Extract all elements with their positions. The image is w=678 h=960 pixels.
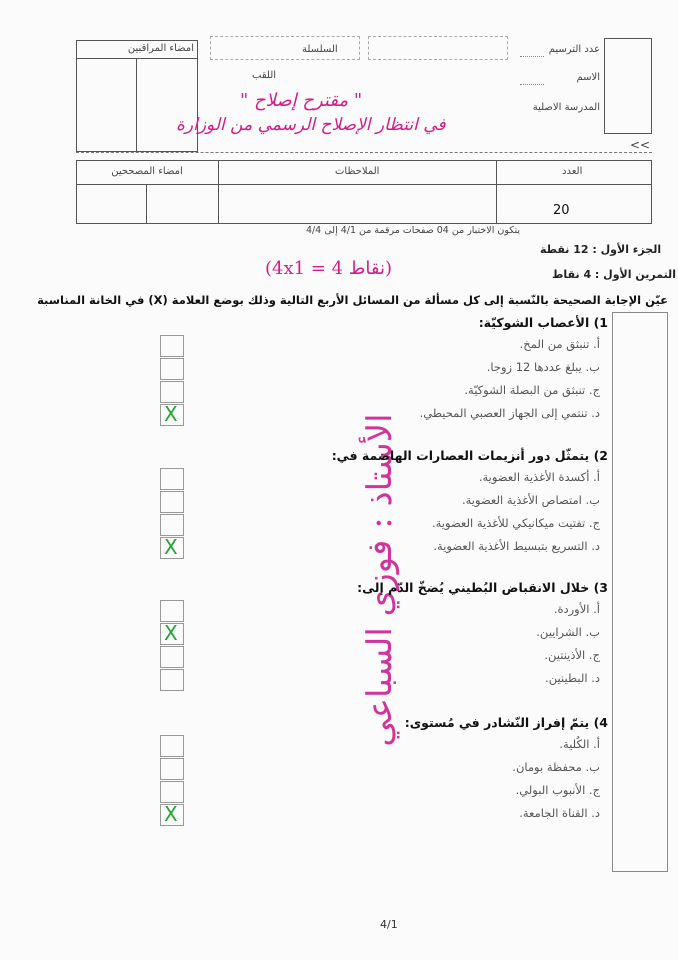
question-title: 2) يتمثّل دور أنزيمات العصارات الهاضمة في: [331,448,608,463]
answer-checkbox[interactable] [160,646,184,668]
question-option: د. تنتمي إلى الجهاز العصبي المحيطي. [419,406,600,420]
answer-checkbox[interactable] [160,381,184,403]
series-label: السلسلة [302,44,338,55]
answer-checkbox[interactable] [160,600,184,622]
pages-note: يتكون الاختبار من 04 صفحات مرقمة من 4/1 إلى 4/4 [305,225,520,236]
question-option: أ. تنبثق من المخ. [519,337,600,351]
question-title: 1) الأعصاب الشوكيّة: [478,315,608,330]
answer-checkbox[interactable] [160,758,184,780]
question-option: أ. الكُلية. [559,737,600,751]
margin-box [612,312,668,872]
answer-checkbox[interactable] [160,358,184,380]
question-title: 4) يتمّ إفراز النّشادر في مُستوى: [404,715,608,730]
question-option: د. البطينين. [545,671,600,685]
question-option: د. القناة الجامعة. [519,806,600,820]
id-box [604,38,652,134]
answer-checkbox[interactable] [160,514,184,536]
question-title: 3) خلال الانقباض البُطيني يُضخّ الدّم إلى: [357,580,608,595]
answer-checkbox[interactable] [160,335,184,357]
total-score: 20 [553,203,570,218]
handwritten-score: (4x1 = 4 نقاط) [265,258,393,279]
answer-mark: X [164,535,178,559]
instructions: عيّن الإجابة الصحيحة بالنّسبة إلى كل مسألة من المسائل الأربع التالية وذلك بوضع العلامة (X) في الخانة المناسبة [37,293,668,307]
answer-mark: X [164,802,178,826]
inspectors-box [76,40,198,152]
question-option: ب. يبلغ عددها 12 زوجا. [486,360,600,374]
surname-label: اللقب [252,70,277,81]
answer-checkbox[interactable] [160,669,184,691]
name-label: الاسم [576,72,600,83]
page-number: 4/1 [380,918,398,931]
question-option: ج. الأنبوب البولي. [515,783,600,797]
exam-number-label: عدد الترسيم [548,44,600,55]
question-option: ج. تنبثق من البصلة الشوكيّة. [464,383,600,397]
cut-mark: << [630,138,651,152]
correction-note-line1: " مقترح إصلاح " [240,90,363,111]
school-label: المدرسة الاصلية [532,102,600,113]
correction-note-line2: في انتظار الإصلاح الرسمي من الوزارة [176,115,446,135]
answer-mark: X [164,621,178,645]
question-option: ب. محفظة بومان. [512,760,600,774]
part-title: الجزء الأول : 12 نقطة [540,243,662,256]
notes-label: الملاحظات [335,166,380,177]
inspectors-label: امضاء المراقبين [127,43,194,54]
question-option: ج. تفتيت ميكانيكي للأغذية العضوية. [431,516,600,530]
answer-mark: X [164,402,178,426]
score-label: العدد [562,166,583,177]
question-option: ج. الأذينتين. [544,648,600,662]
correctors-label: امضاء المصححين [111,166,183,177]
question-option: ب. الشرايين. [536,625,600,639]
question-option: ب. امتصاص الأغذية العضوية. [461,493,600,507]
exam-number-field [368,36,508,60]
answer-checkbox[interactable] [160,781,184,803]
question-option: د. التسريع بتبسيط الأغذية العضوية. [433,539,600,553]
question-option: أ. أكسدة الأغذية العضوية. [478,470,600,484]
teacher-signature: الأستاذ : فوزي السباعي [360,413,400,747]
answer-checkbox[interactable] [160,468,184,490]
exercise-title: التمرين الأول : 4 نقاط [552,268,676,281]
question-option: أ. الأوردة. [553,602,600,616]
answer-checkbox[interactable] [160,735,184,757]
answer-checkbox[interactable] [160,491,184,513]
